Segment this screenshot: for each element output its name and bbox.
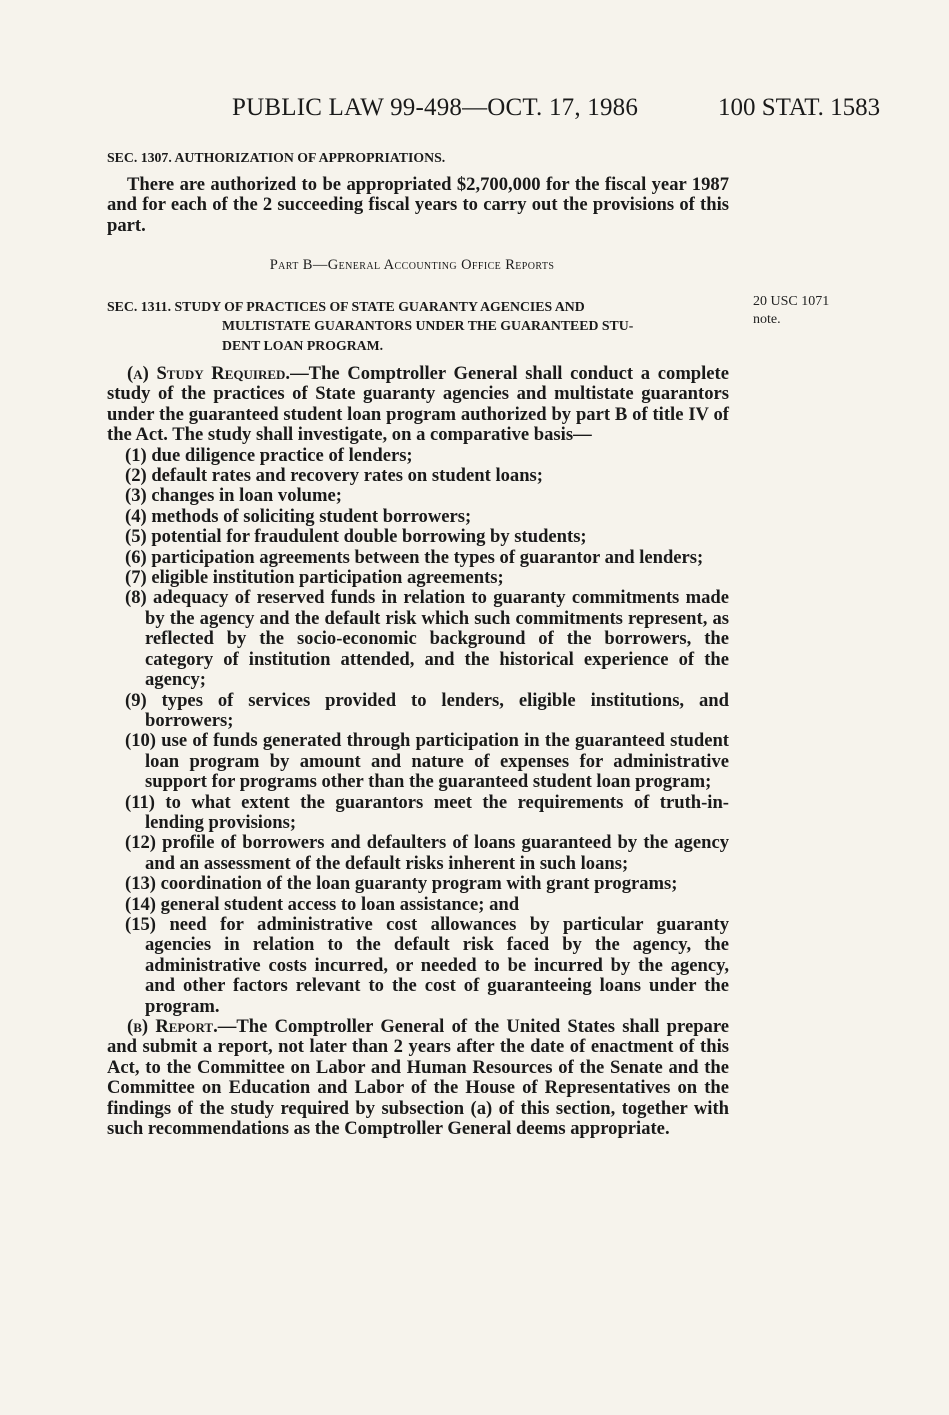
study-item: (6) participation agreements between the types of guarantor and lenders; [125,546,704,568]
study-item: (4) methods of soliciting student borrowers; [125,505,472,527]
section-1307-body [107,175,729,236]
study-item: (10) use of funds generated through participation in the guaranteed student loan program by amount and nature of expenses for administrative support for programs other than the guaranteed student loan program; [125,730,729,793]
margin-note-citation [753,293,829,329]
study-item: (9) types of services provided to lenders, eligible institutions, and borrowers; [125,689,729,731]
section-1307-text: There are authorized to be appropriated $2,700,000 for the fiscal year 1987 and for each of the 2 succeeding fiscal years to carry out the provisions of this part. [107,174,729,236]
part-b-title: Part B—General Accounting Office Reports [269,257,555,273]
study-item: (8) adequacy of reserved funds in relation to guaranty commitments made by the agency and the default risk which such commitments represent, as reflected by the socio-economic background of the borrowers, the category of institution attended, and the historical experience of the agency; [125,587,729,691]
section-1311-heading-line: DENT LOAN PROGRAM. [222,337,384,353]
section-1311-heading [107,297,729,355]
study-item: (1) due diligence practice of lenders; [125,444,413,466]
study-item: (7) eligible institution participation agreements; [125,567,504,589]
study-item: (3) changes in loan volume; [125,485,342,507]
margin-note-line: note. [753,312,781,327]
section-1311-heading-line: SEC. 1311. STUDY OF PRACTICES OF STATE GUARANTY AGENCIES AND [107,299,585,314]
subsection-b-text: —The Comptroller General of the United States shall prepare and submit a report, not later than 2 years after the date of enactment of this Act, to the Committee on Labor and Human Resources of the Senate and the Committee on Education and Labor of the House of Representatives on the findings of the study required by subsection (a) of this section, together with such recommendations as the Comptroller General deems appropriate. [107,1016,729,1140]
section-1311-heading-line: MULTISTATE GUARANTORS UNDER THE GUARANTEED STU- [222,318,634,334]
study-item: (5) potential for fraudulent double borrowing by students; [125,526,587,548]
study-item: (14) general student access to loan assistance; and [125,893,520,915]
study-item: (11) to what extent the guarantors meet the requirements of truth-in-lending provisions; [125,791,729,833]
section-1311-body [107,364,729,1139]
study-item: (12) profile of borrowers and defaulters of loans guaranteed by the agency and an assessment of the default risks inherent in such loans; [125,832,729,874]
section-1307-heading: SEC. 1307. AUTHORIZATION OF APPROPRIATIONS. [107,150,446,165]
study-item: (13) coordination of the loan guaranty program with grant programs; [125,873,678,895]
subsection-b [107,1017,729,1139]
study-item: (15) need for administrative cost allowances by particular guaranty agencies in relation to the default risk faced by the agency, the administrative costs incurred, or needed to be incurred by the agency, and other factors relevant to the cost of guaranteeing loans under the program. [125,913,729,1017]
subsection-b-label: (b) Report. [127,1016,218,1037]
page-header-title: PUBLIC LAW 99-498—OCT. 17, 1986 [232,94,639,121]
subsection-a [107,364,729,446]
margin-note-line: 20 USC 1071 [753,294,830,309]
subsection-a-label: (a) Study Required. [127,363,291,384]
study-item: (2) default rates and recovery rates on student loans; [125,465,543,487]
subsection-a-text: —The Comptroller General shall conduct a complete study of the practices of State guaranty agencies and multistate guarantors under the guaranteed student loan program authorized by part B of title IV of the Act. The study shall investigate, on a comparative basis— [107,363,730,446]
page-header-stat: 100 STAT. 1583 [718,94,881,121]
